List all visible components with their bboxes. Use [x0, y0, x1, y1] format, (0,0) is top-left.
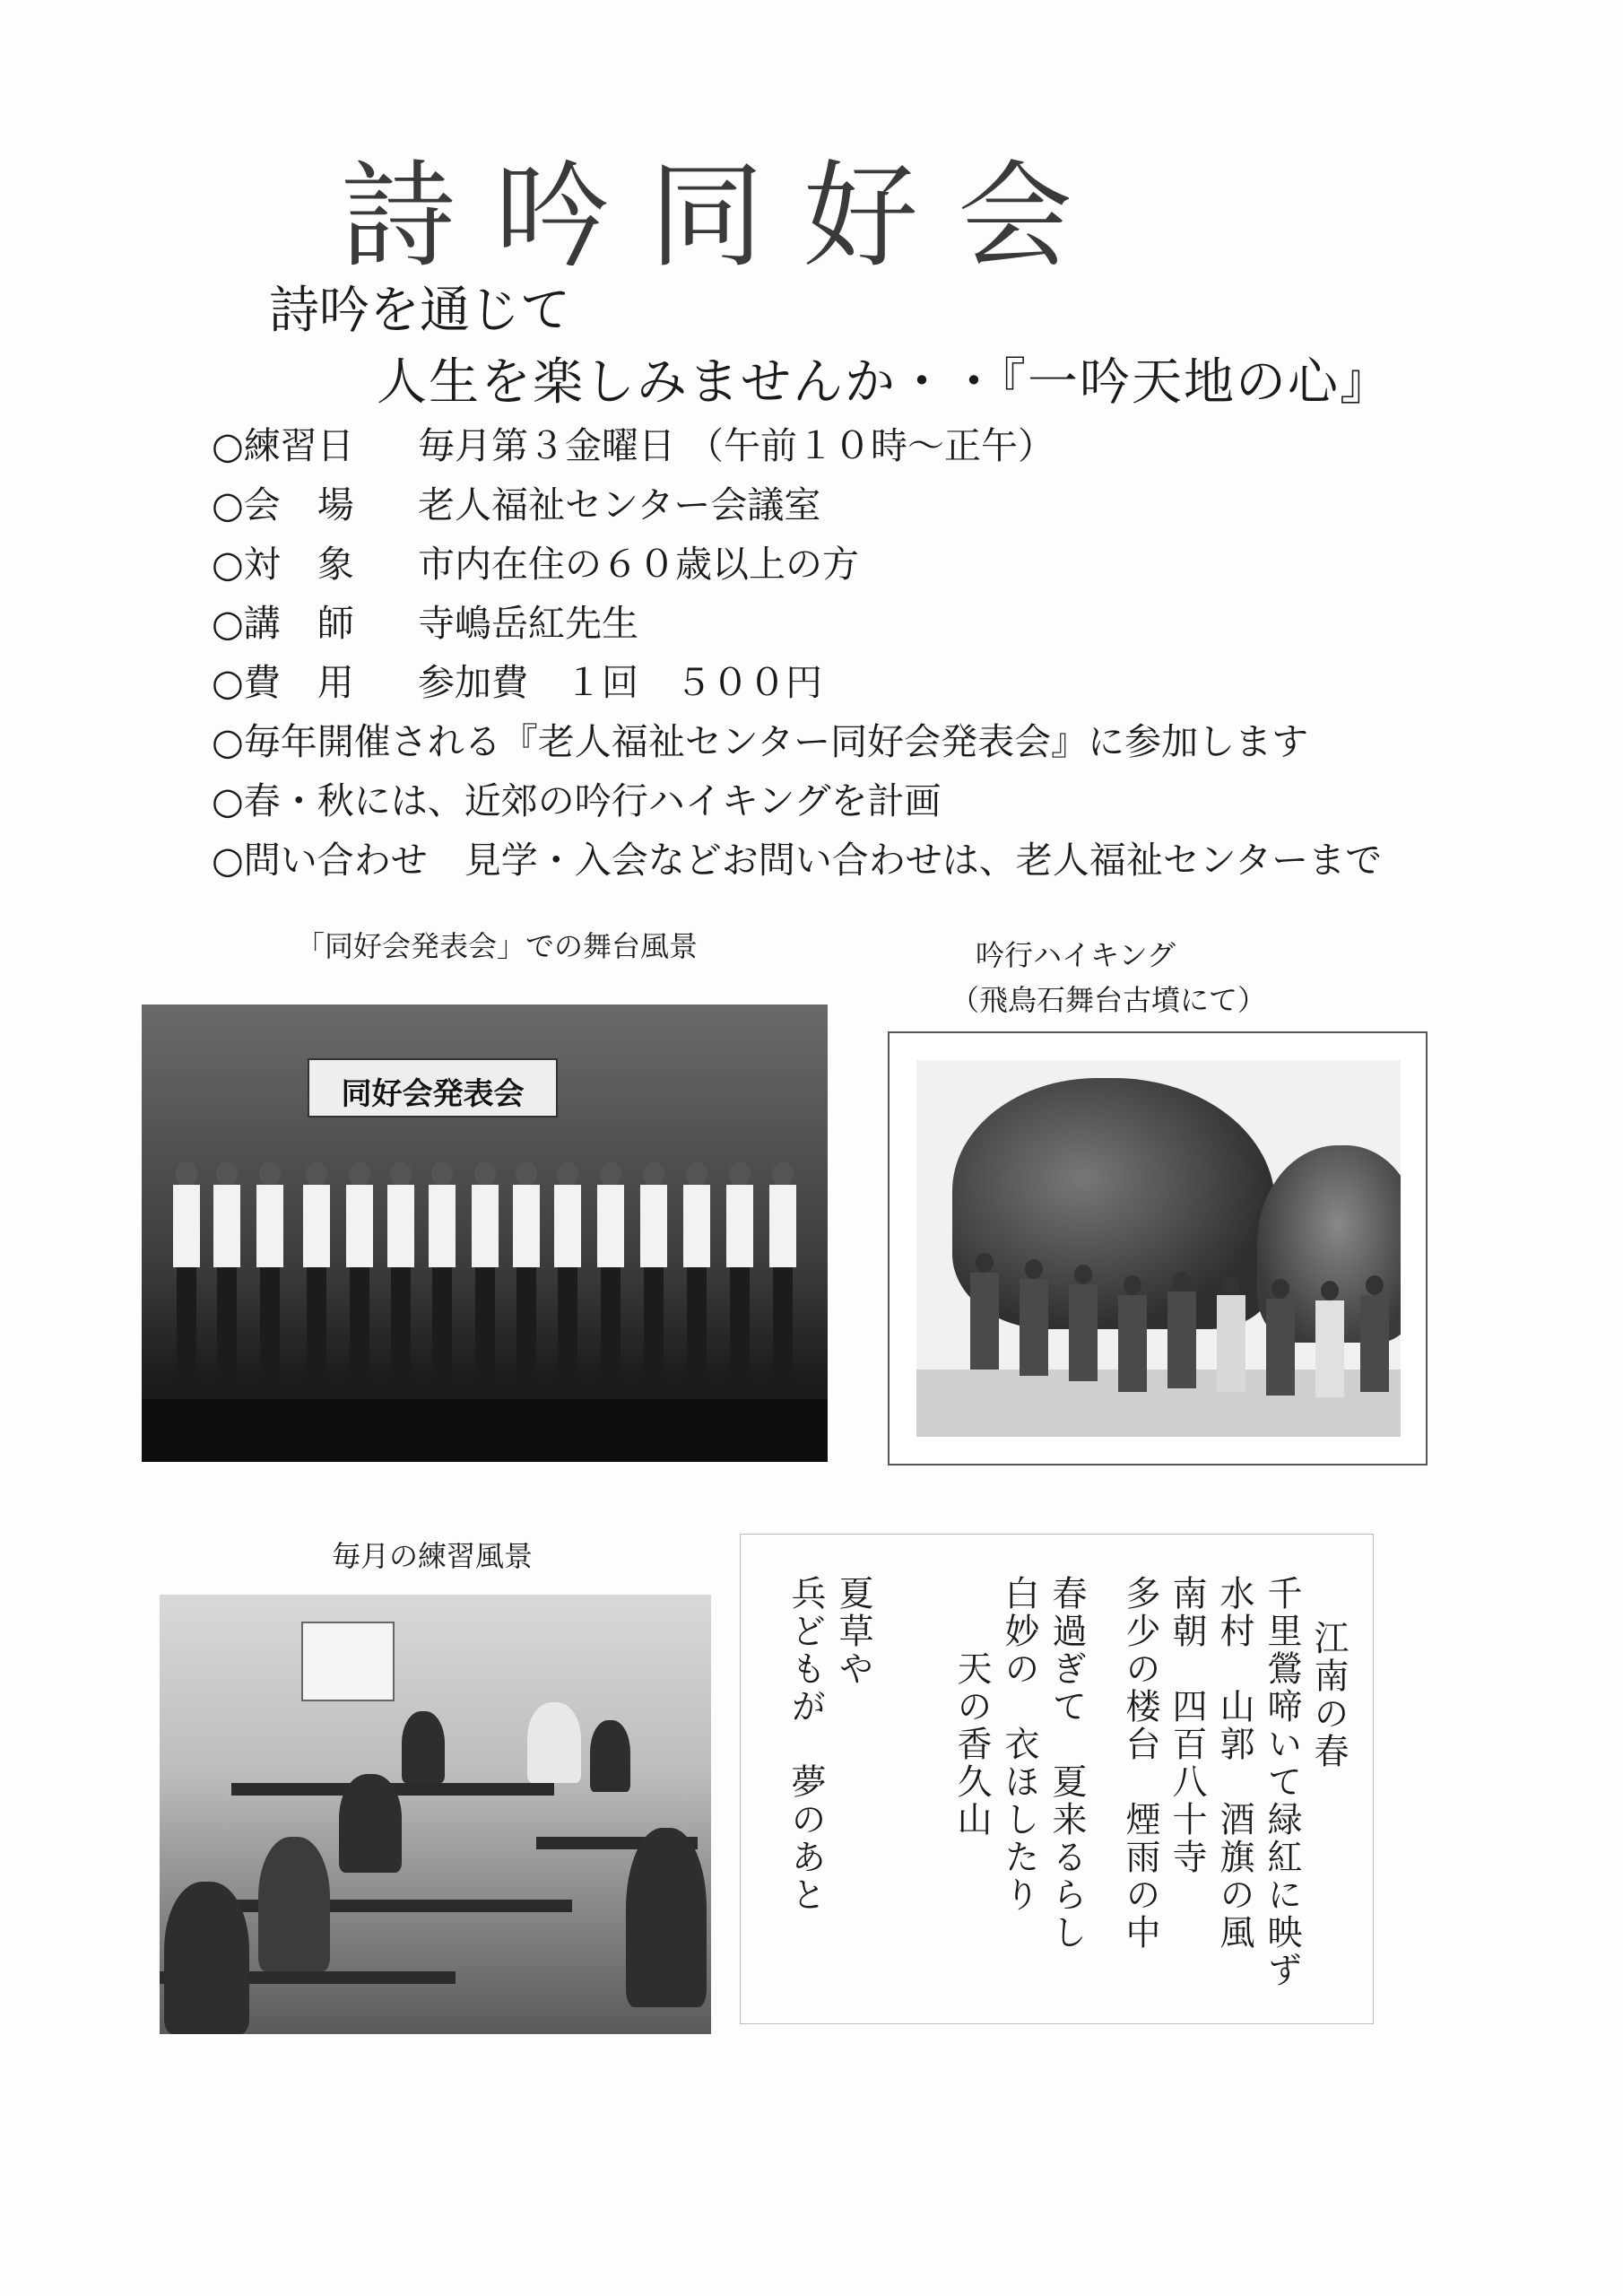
- hiking-photo: [916, 1060, 1401, 1437]
- info-label: ○会 場: [212, 483, 354, 526]
- page-title: 詩吟同好会: [341, 150, 1113, 283]
- info-label: ○講 師: [212, 601, 354, 645]
- hiking-photo-frame: [888, 1031, 1428, 1465]
- poem3-line: 兵どもが 夢のあと: [785, 1575, 826, 1914]
- poem1-line: 千里鶯啼いて緑紅に映ず: [1262, 1575, 1302, 1989]
- info-label: ○練習日: [212, 423, 354, 467]
- info-venue: [212, 472, 1467, 531]
- info-fee: [212, 649, 1467, 709]
- hiking-photo-subcaption: （飛鳥石舞台古墳にて）: [950, 983, 1267, 1017]
- stage-photo-caption: 「同好会発表会」での舞台風景: [296, 929, 699, 963]
- info-instructor: [212, 590, 1467, 649]
- info-practice-day: [212, 413, 1467, 472]
- note-inquiry: ○問い合わせ 見学・入会などお問い合わせは、老人福祉センターまで: [212, 838, 1383, 882]
- info-value: 老人福祉センター会議室: [418, 483, 821, 526]
- poem2-line: 天の香久山: [951, 1575, 992, 1839]
- poem1-line: 南朝 四百八十寺: [1167, 1575, 1207, 1876]
- info-label: ○対 象: [212, 542, 354, 586]
- poem1-line: 水村 山郭 酒旗の風: [1214, 1575, 1254, 1952]
- stage-photo: [142, 1004, 828, 1462]
- poem1-title: 江南の春: [1308, 1620, 1349, 1770]
- info-value: 毎月第３金曜日 （午前１０時～正午）: [418, 423, 1055, 467]
- info-label: ○費 用: [212, 660, 354, 704]
- info-value: 参加費 １回 ５００円: [418, 660, 822, 704]
- stage-banner: [308, 1058, 558, 1118]
- info-list: [212, 413, 1467, 886]
- info-value: 市内在住の６０歳以上の方: [418, 542, 859, 586]
- info-value: 寺嶋岳紅先生: [418, 601, 638, 645]
- info-target: [212, 531, 1467, 590]
- poem3-line: 夏草や: [833, 1575, 873, 1688]
- practice-photo-caption: 毎月の練習風景: [332, 1539, 534, 1573]
- subtitle-line-2: 人生を楽しみませんか・・『一吟天地の心』: [377, 353, 1392, 412]
- hiking-photo-caption: 吟行ハイキング: [976, 938, 1176, 972]
- note-hiking: ○春・秋には、近郊の吟行ハイキングを計画: [212, 778, 942, 822]
- poem2-line: 白妙の 衣ほしたり: [999, 1575, 1039, 1914]
- poem2-line: 春過ぎて 夏来るらし: [1046, 1575, 1087, 1952]
- poem1-line: 多少の楼台 煙雨の中: [1120, 1575, 1160, 1952]
- stage-banner-text: 同好会発表会: [341, 1076, 525, 1112]
- poem-box: [740, 1534, 1374, 2024]
- subtitle-line-1: 詩吟を通じて: [269, 282, 570, 340]
- note-annual-event: ○毎年開催される『老人福祉センター同好会発表会』に参加します: [212, 719, 1309, 763]
- practice-photo: [160, 1595, 711, 2034]
